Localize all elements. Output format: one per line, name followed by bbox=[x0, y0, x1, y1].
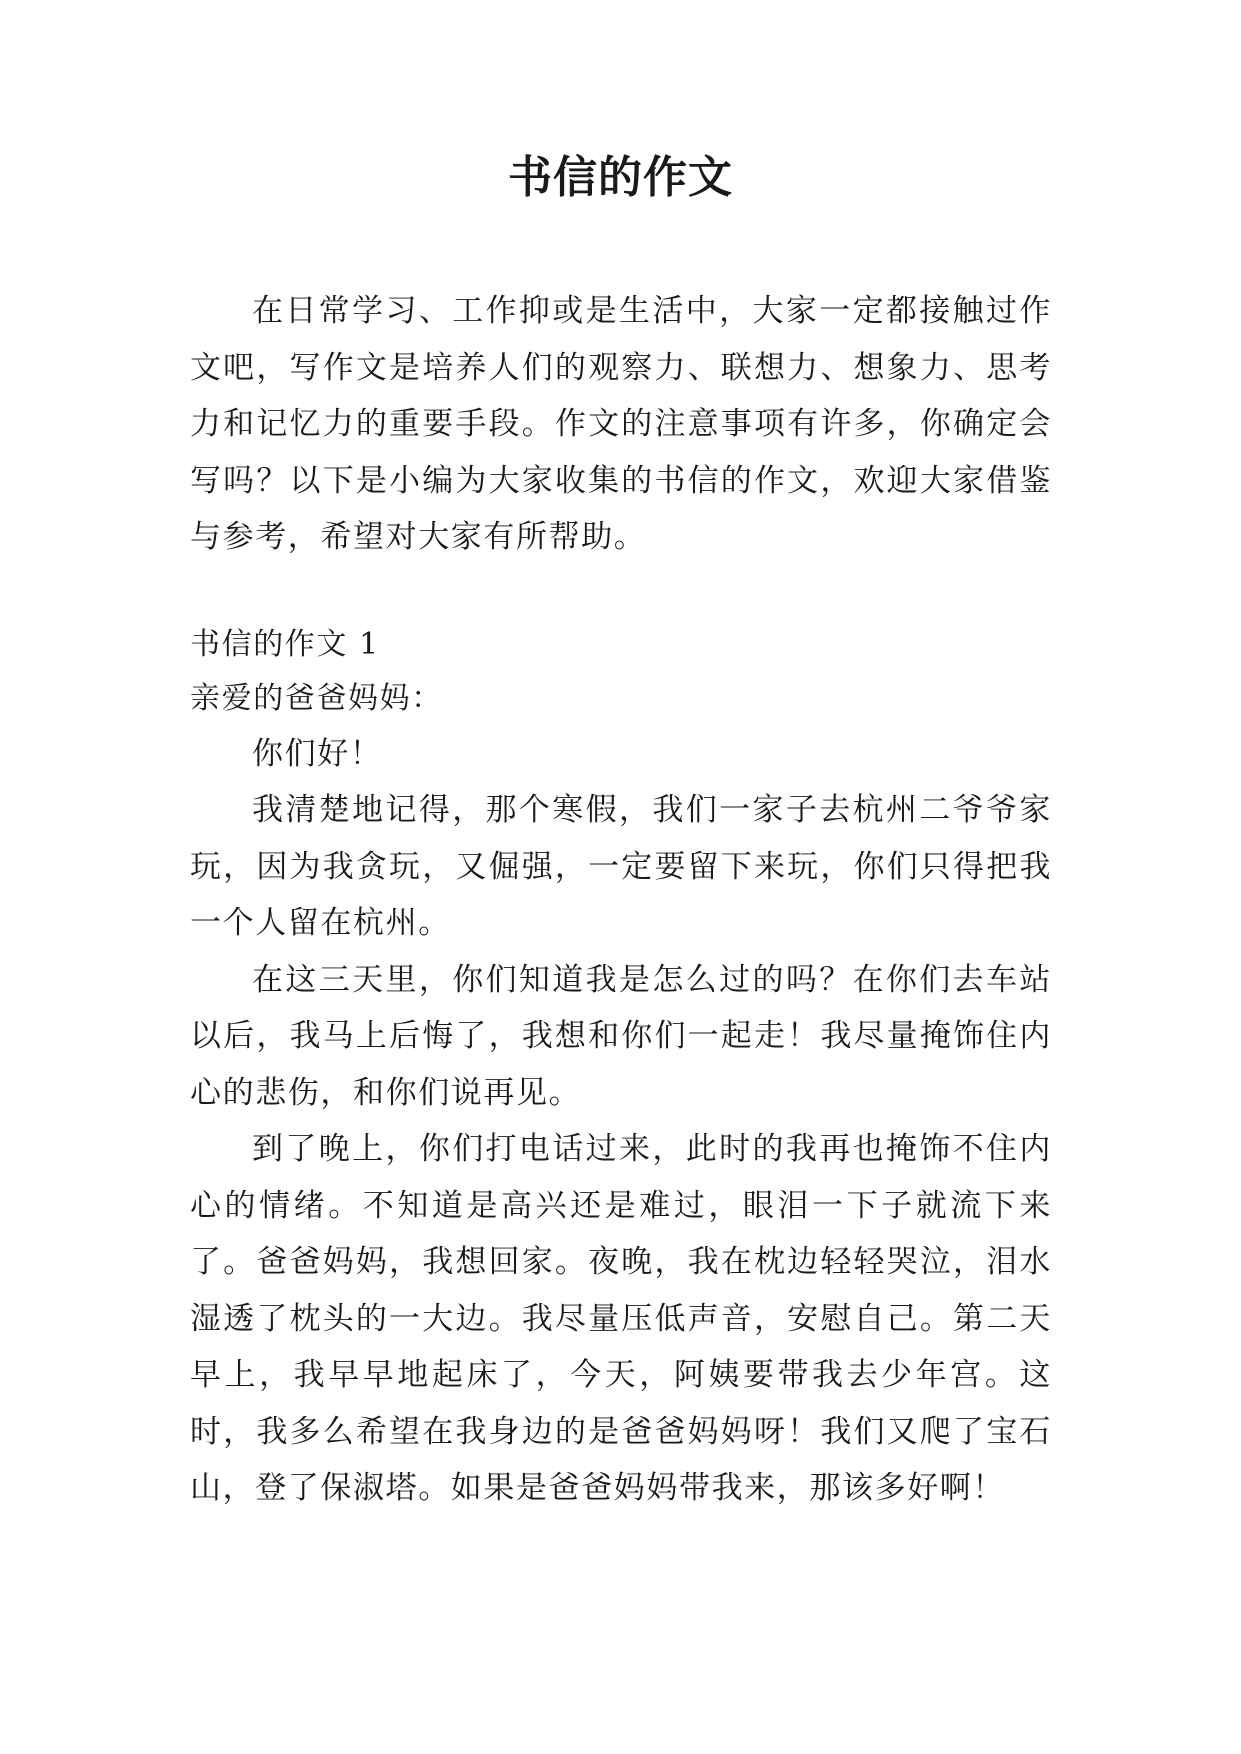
page-title: 书信的作文 bbox=[508, 152, 733, 203]
letter-salutation: 亲爱的爸爸妈妈： bbox=[190, 680, 443, 716]
body-paragraph-3: 到了晚上，你们打电话过来，此时的我再也掩饰不住内心的情绪。不知道是高兴还是难过，眼泪一下子就流下来了。爸爸妈妈，我想回家。夜晚，我在枕边轻轻哭泣，泪水湿透了枕头的一大边。我尽量压低声音，安慰自己。第二天早上，我早早地起床了，今天，阿姨要带我去少年宫。这时，我多么希望在我身边的是爸爸妈妈呀！我们又爬了宝石山，登了保淑塔。如果是爸爸妈妈带我来，那该多好啊！ bbox=[190, 1131, 1052, 1506]
document-body bbox=[190, 283, 1052, 1517]
intro-paragraph: 在日常学习、工作抑或是生活中，大家一定都接触过作文吧，写作文是培养人们的观察力、联想力、想象力、思考力和记忆力的重要手段。作文的注意事项有许多，你确定会写吗？以下是小编为大家收集的书信的作文，欢迎大家借鉴与参考，希望对大家有所帮助。 bbox=[190, 293, 1052, 555]
essay-heading: 书信的作文 1 bbox=[190, 626, 380, 662]
body-paragraph-2: 在这三天里，你们知道我是怎么过的吗？在你们去车站以后，我马上后悔了，我想和你们一起走！我尽量掩饰住内心的悲伤，和你们说再见。 bbox=[190, 961, 1052, 1111]
body-paragraph-1: 我清楚地记得，那个寒假，我们一家子去杭州二爷爷家玩，因为我贪玩，又倔强，一定要留下来玩，你们只得把我一个人留在杭州。 bbox=[190, 792, 1052, 941]
letter-greeting: 你们好！ bbox=[252, 735, 383, 772]
